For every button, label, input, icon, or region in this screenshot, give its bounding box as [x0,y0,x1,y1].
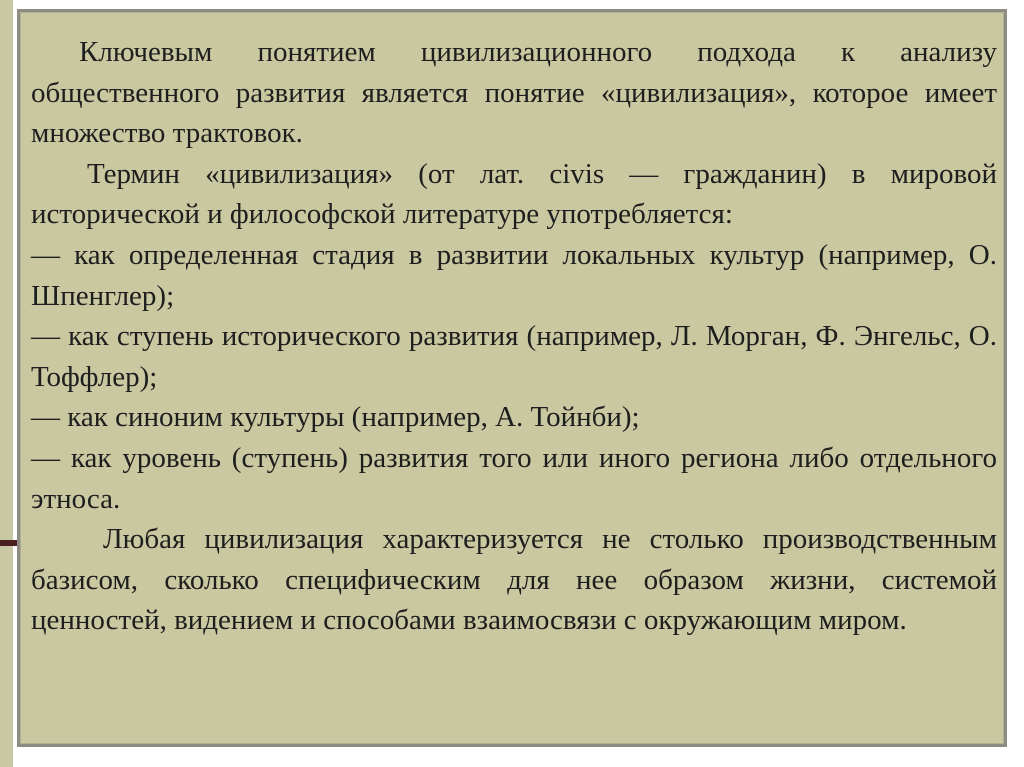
slide-text-body [31,32,997,641]
list-item-culture-synonym: — как синоним культуры (например, А. Тойнби); [31,401,640,434]
slide-content-panel [17,9,1007,747]
paragraph-civilization-approach: Ключевым понятием цивилизационного подхода к анализу общественного развития является понятие «цивилизация», которое имеет множество трактовок. [31,36,997,150]
paragraph-civilization-characteristics: Любая цивилизация характеризуется не столько производственным базисом, сколько специфическим для нее образом жизни, системой ценностей, видением и способами взаимосвязи с окружающим миром. [31,523,997,637]
paragraph-term-definition: Термин «цивилизация» (от лат. civis — гражданин) в мировой исторической и философской литературе употребляется: [31,157,997,231]
left-accent-line [0,540,17,546]
left-decorative-bar [0,0,13,767]
list-item-development-level: — как уровень (ступень) развития того или иного региона либо отдельного этноса. [31,441,997,515]
list-item-stage: — как определенная стадия в развитии локальных культур (например, О. Шпенглер); [31,238,997,312]
list-item-historical-step: — как ступень исторического развития (например, Л. Морган, Ф. Энгельс, О. Тоффлер); [31,320,997,393]
